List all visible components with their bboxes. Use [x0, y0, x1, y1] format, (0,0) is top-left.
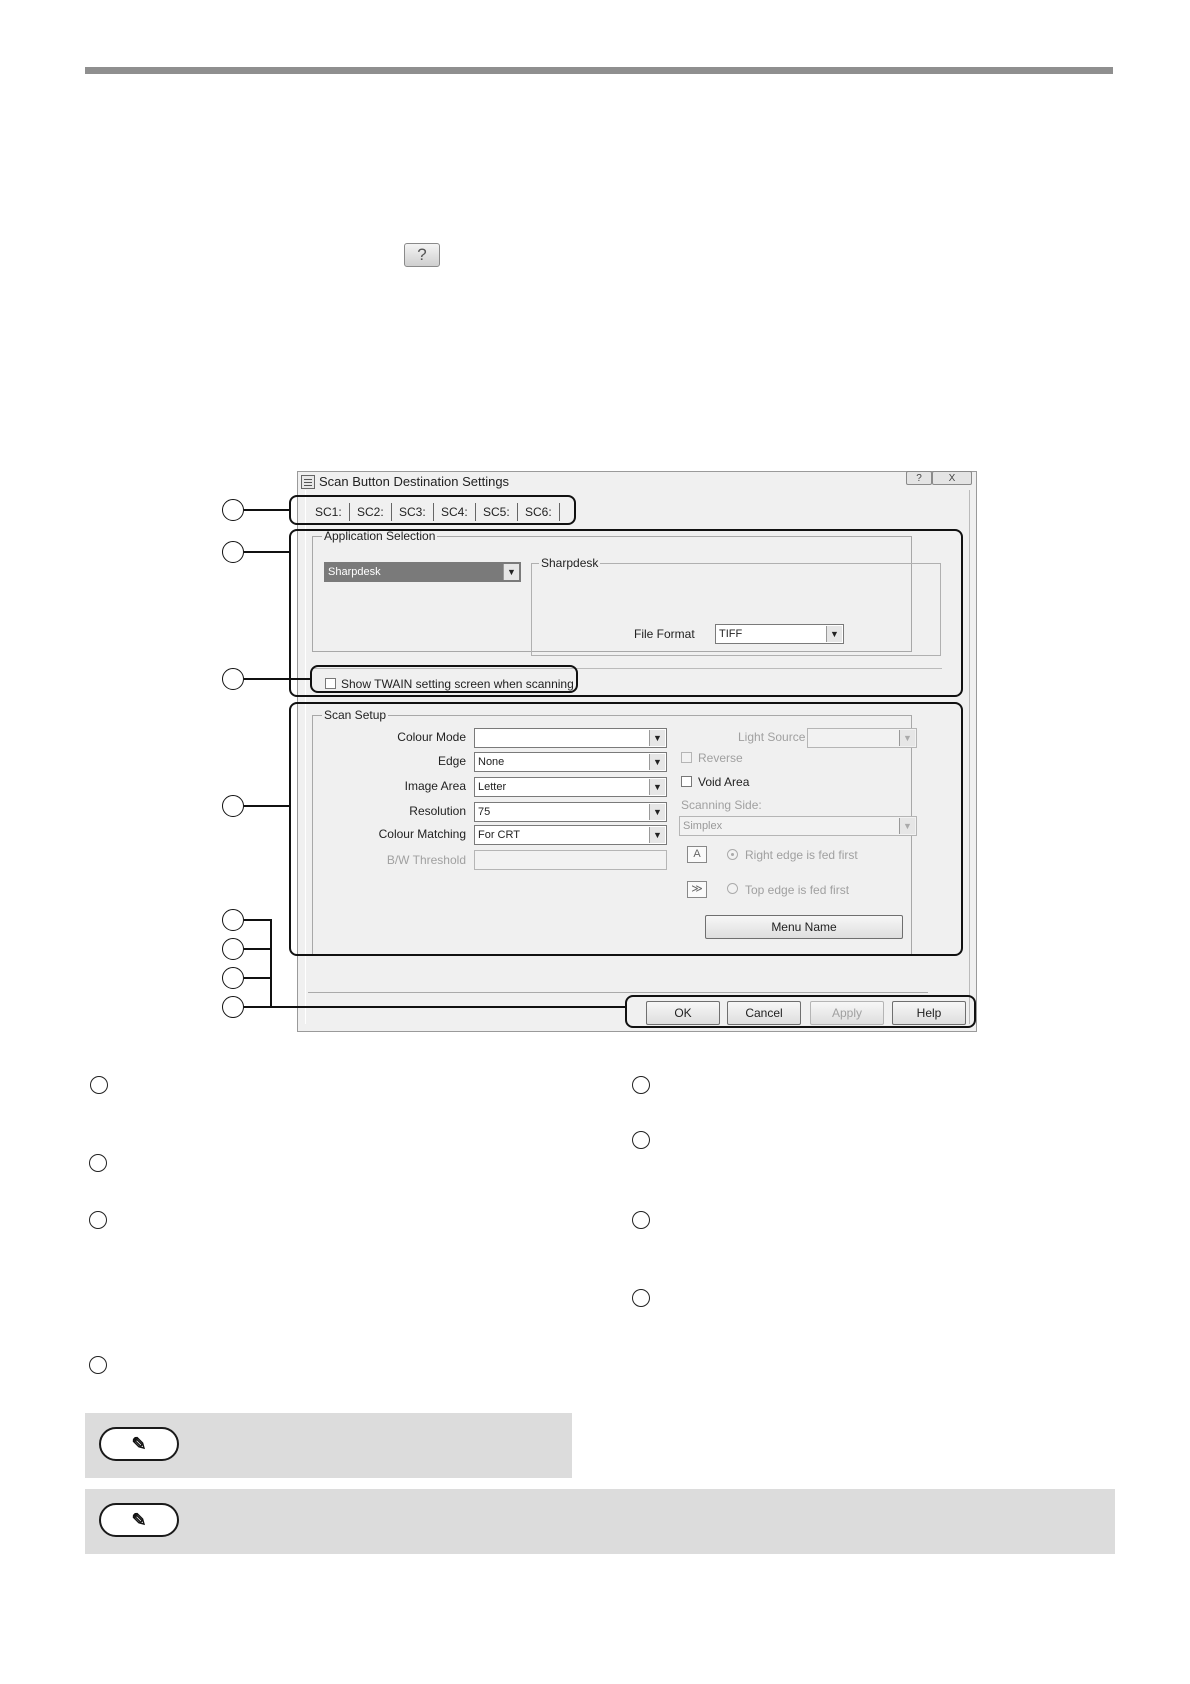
chevron-down-icon: ▼ [649, 779, 665, 795]
right-edge-feed-icon: A [687, 846, 707, 863]
chevron-down-icon: ▼ [649, 804, 665, 820]
chevron-down-icon: ▼ [899, 818, 915, 834]
menu-name-button[interactable]: Menu Name [705, 915, 903, 939]
bw-threshold-label: B/W Threshold [386, 853, 466, 867]
file-format-label: File Format [634, 627, 695, 641]
callout-4-line [244, 805, 289, 807]
void-area-label: Void Area [698, 775, 750, 789]
resolution-label: Resolution [409, 804, 466, 818]
chevron-down-icon: ▼ [826, 626, 842, 642]
image-area-label: Image Area [404, 779, 466, 793]
scanning-side-value: Simplex [683, 820, 723, 832]
edge-value: None [478, 756, 505, 768]
callout-3-box [310, 665, 578, 693]
separator [308, 992, 928, 993]
application-select-value: Sharpdesk [328, 566, 381, 578]
callout-4-box [289, 702, 963, 956]
reverse-label: Reverse [698, 751, 743, 765]
tab-sc5[interactable]: SC5: [483, 505, 510, 519]
titlebar-close-button[interactable]: X [932, 471, 972, 485]
edge-label: Edge [437, 754, 466, 768]
help-button[interactable]: Help [892, 1001, 966, 1025]
question-mark-icon: ? [417, 245, 427, 264]
callout-7-marker [222, 967, 244, 989]
callout-8-marker [222, 996, 244, 1018]
note-pencil-icon: ✎ [99, 1503, 179, 1537]
callout-6-marker [222, 938, 244, 960]
item-3-marker [89, 1211, 107, 1229]
colour-mode-label: Colour Mode [397, 730, 466, 744]
sharpdesk-subgroup-label: Sharpdesk [541, 556, 599, 570]
callout-8-line [244, 1006, 627, 1008]
callout-3-line [244, 678, 310, 680]
callout-1-marker [222, 499, 244, 521]
note-box-wide [85, 1489, 1115, 1554]
colour-matching-value: For CRT [478, 829, 520, 841]
chevron-down-icon: ▼ [503, 564, 519, 580]
note-pencil-icon: ✎ [99, 1427, 179, 1461]
item-4-marker [89, 1356, 107, 1374]
cancel-button[interactable]: Cancel [727, 1001, 801, 1025]
titlebar-help-button[interactable]: ? [906, 471, 932, 485]
tab-sc3[interactable]: SC3: [399, 505, 426, 519]
callout-5-marker [222, 909, 244, 931]
tab-sc4[interactable]: SC4: [441, 505, 468, 519]
callout-2-marker [222, 541, 244, 563]
light-source-label: Light Source [738, 730, 806, 744]
chevron-down-icon: ▼ [649, 754, 665, 770]
callout-6-line [244, 948, 271, 950]
callout-2-line [244, 551, 289, 553]
callout-4-marker [222, 795, 244, 817]
callout-8-box [625, 995, 976, 1028]
note-box-small [85, 1413, 572, 1478]
top-rule [85, 67, 1113, 74]
tab-sc1[interactable]: SC1: [315, 505, 342, 519]
tab-sc6[interactable]: SC6: [525, 505, 552, 519]
top-edge-label: Top edge is fed first [745, 883, 850, 897]
callout-3-marker [222, 668, 244, 690]
file-format-value: TIFF [719, 628, 743, 640]
apply-button[interactable]: Apply [810, 1001, 884, 1025]
callout-1-box [289, 495, 576, 525]
image-area-value: Letter [478, 781, 507, 793]
application-selection-label: Application Selection [324, 529, 436, 543]
help-button-illustration [404, 243, 440, 267]
item-7-marker [632, 1211, 650, 1229]
scanner-icon [301, 475, 315, 489]
dialog-title: Scan Button Destination Settings [319, 474, 510, 489]
item-1-marker [90, 1076, 108, 1094]
ok-button[interactable]: OK [646, 1001, 720, 1025]
chevron-down-icon: ▼ [649, 730, 665, 746]
top-edge-feed-icon: ≫ [687, 881, 707, 898]
scanning-side-label: Scanning Side: [681, 798, 762, 812]
callout-1-line [244, 509, 289, 511]
chevron-down-icon: ▼ [649, 827, 665, 843]
resolution-value: 75 [478, 806, 491, 818]
item-8-marker [632, 1289, 650, 1307]
callout-bracket [270, 919, 272, 1008]
item-6-marker [632, 1131, 650, 1149]
callout-5-line [244, 919, 271, 921]
item-5-marker [632, 1076, 650, 1094]
tab-sc2[interactable]: SC2: [357, 505, 384, 519]
callout-7-line [244, 977, 271, 979]
colour-matching-label: Colour Matching [378, 827, 466, 841]
chevron-down-icon: ▼ [899, 730, 915, 746]
right-edge-label: Right edge is fed first [745, 848, 858, 862]
item-2-marker [89, 1154, 107, 1172]
scan-setup-label: Scan Setup [324, 708, 387, 722]
twain-checkbox-label: Show TWAIN setting screen when scanning [341, 677, 574, 691]
